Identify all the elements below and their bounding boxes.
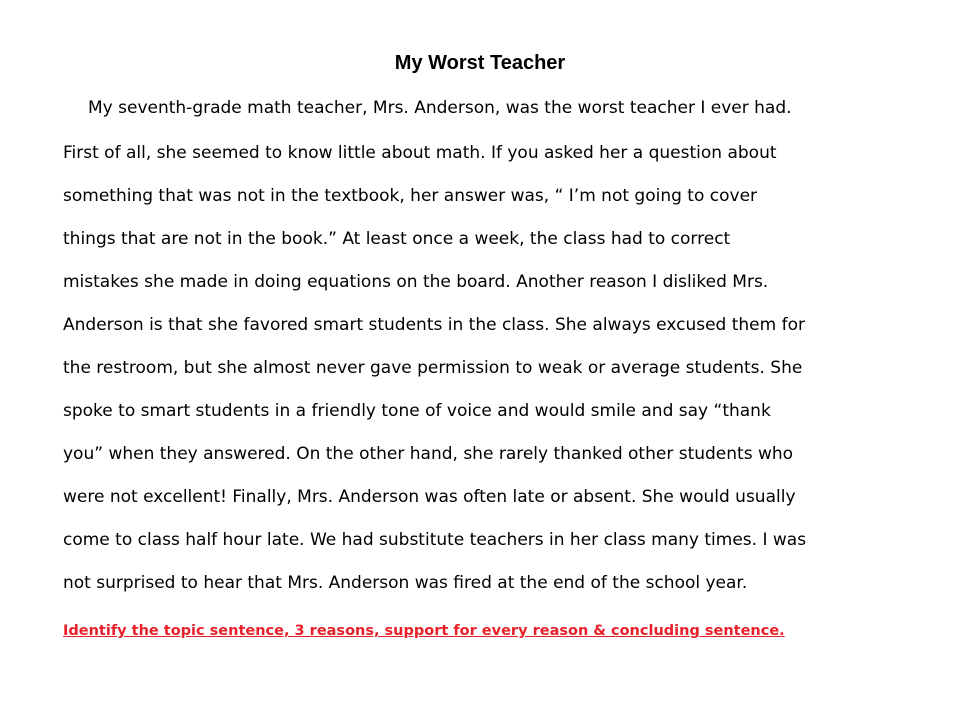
paragraph-line: were not excellent! Finally, Mrs. Anderson was often late or absent. She would usually — [63, 487, 796, 507]
paragraph-line: the restroom, but she almost never gave permission to weak or average students. She — [63, 358, 803, 378]
paragraph-line: mistakes she made in doing equations on the board. Another reason I disliked Mrs. — [63, 272, 769, 292]
paragraph-line: come to class half hour late. We had substitute teachers in her class many times. I was — [63, 530, 807, 550]
paragraph-line: things that are not in the book.” At least once a week, the class had to correct — [63, 229, 731, 249]
paragraph-line: My seventh-grade math teacher, Mrs. Anderson, was the worst teacher I ever had. — [88, 98, 792, 118]
paragraph-line: spoke to smart students in a friendly tone of voice and would smile and say “thank — [63, 401, 771, 421]
paragraph-line: you” when they answered. On the other hand, she rarely thanked other students who — [63, 444, 794, 464]
paragraph-line: not surprised to hear that Mrs. Anderson was fired at the end of the school year. — [63, 573, 748, 593]
paragraph-line: First of all, she seemed to know little about math. If you asked her a question about — [63, 143, 777, 163]
paragraph-line: something that was not in the textbook, her answer was, “ I’m not going to cover — [63, 186, 758, 206]
paragraph-line: Anderson is that she favored smart students in the class. She always excused them for — [63, 315, 805, 335]
document-title: My Worst Teacher — [394, 52, 566, 74]
instruction-text: Identify the topic sentence, 3 reasons, support for every reason & concluding sentence. — [63, 623, 785, 639]
